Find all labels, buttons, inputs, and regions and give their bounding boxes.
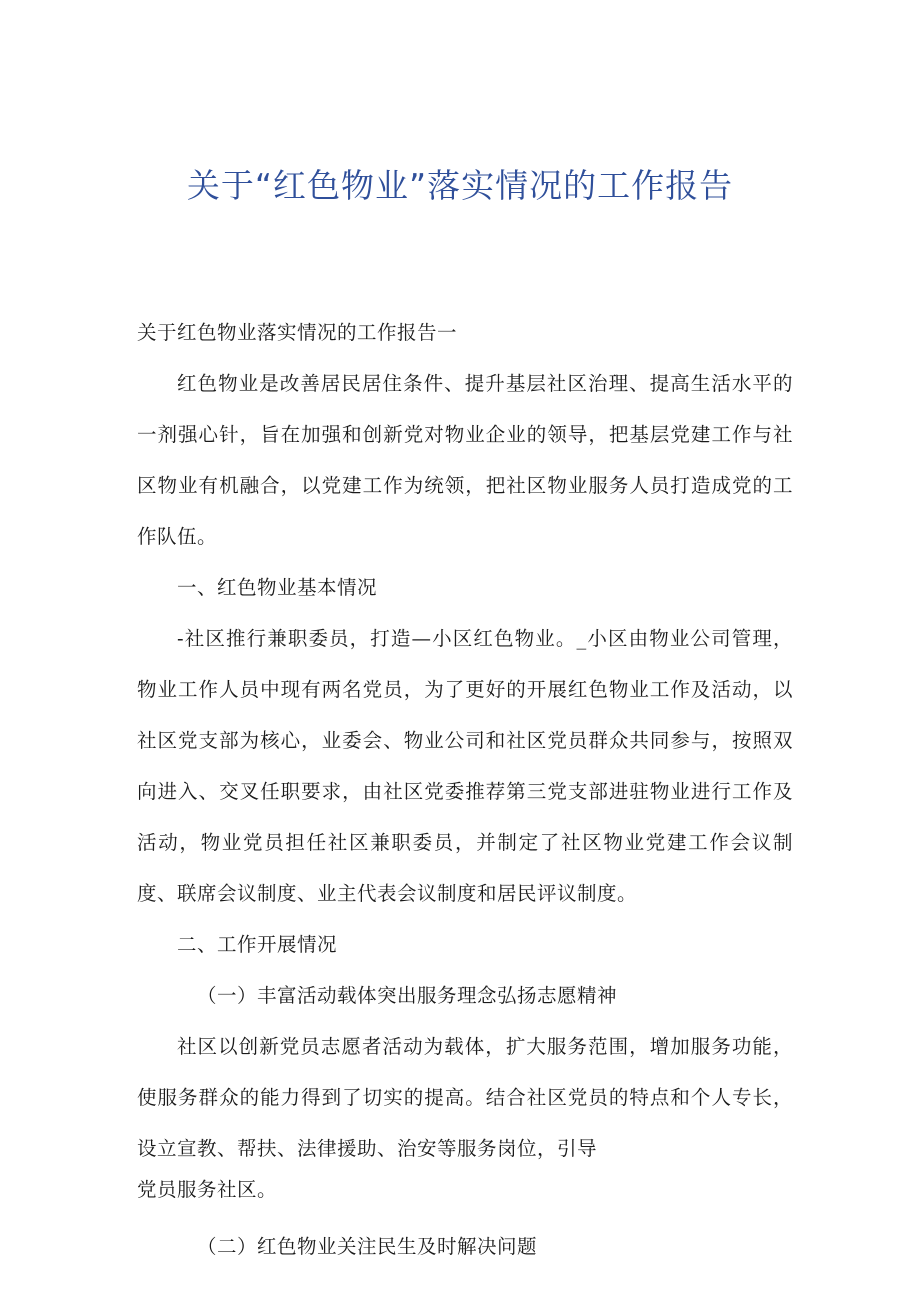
section-1-paragraph: -社区推行兼职委员，打造—小区红色物业。_小区由物业公司管理，物业工作人员中现有两名党员，为了更好的开展红色物业工作及活动，以社区党支部为核心，业委会、物业公司和社区党员群众共同参与，按照双向进入、交叉任职要求，由社区党委推荐第三党支部进驻物业进行工作及活动，物业党员担任社区兼职委员，并制定了社区物业党建工作会议制度、联席会议制度、业主代表会议制度和居民评议制度。 bbox=[137, 627, 793, 905]
document-title: 关于“红色物业”落实情况的工作报告 bbox=[186, 166, 734, 205]
intro-paragraph: 红色物业是改善居民居住条件、提升基层社区治理、提高生活水平的一剂强心针，旨在加强和创新党对物业企业的领导，把基层党建工作与社区物业有机融合，以党建工作为统领，把社区物业服务人员打造成党的工作队伍。 bbox=[137, 372, 793, 548]
report-subtitle: 关于红色物业落实情况的工作报告一 bbox=[137, 321, 458, 344]
subsection-1-text: 社区以创新党员志愿者活动为载体，扩大服务范围，增加服务功能，使服务群众的能力得到了切实的提高。结合社区党员的特点和个人专长，设立宣教、帮扶、法律援助、治安等服务岗位，引导 bbox=[137, 1035, 793, 1160]
subsection-1-paragraph bbox=[137, 1021, 793, 1221]
section-1-heading: 一、红色物业基本情况 bbox=[177, 576, 378, 599]
subsection-2-heading: （二）红色物业关注民生及时解决问题 bbox=[197, 1235, 538, 1258]
subsection-1-text-tail: 党员服务社区。 bbox=[137, 1178, 278, 1201]
section-2-heading: 二、工作开展情况 bbox=[177, 933, 338, 956]
subsection-1-heading: （一）丰富活动载体突出服务理念弘扬志愿精神 bbox=[197, 984, 618, 1007]
document-body bbox=[137, 307, 793, 1272]
